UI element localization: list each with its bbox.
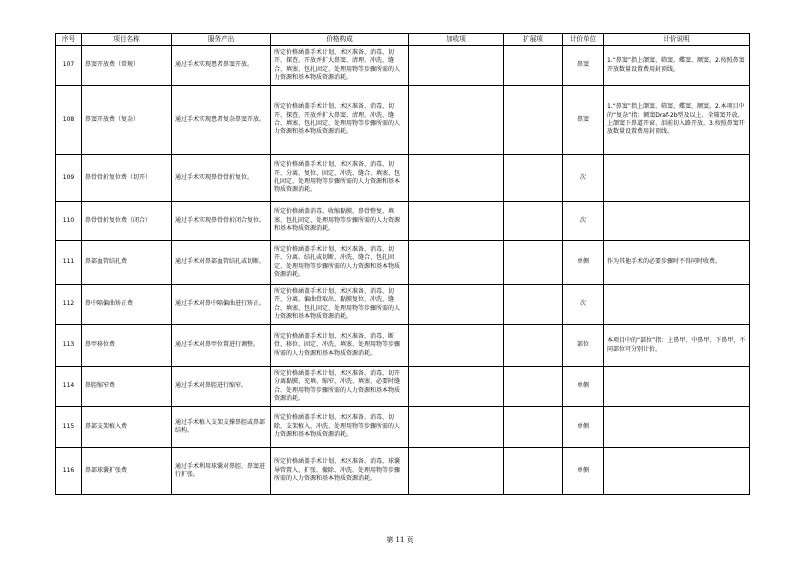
cell-no: 111: [56, 241, 82, 285]
cell-name: 鼻骨骨折复位费（切开）: [82, 155, 172, 202]
header-ext: 扩展项: [504, 34, 563, 46]
cell-ext: [504, 155, 563, 202]
cell-extra: [409, 367, 504, 407]
cell-no: 112: [56, 285, 82, 325]
cell-no: 108: [56, 86, 82, 155]
table-row: [56, 407, 750, 448]
cell-note: [604, 202, 750, 241]
cell-name: 鼻部血管结扎费: [82, 241, 172, 285]
cell-note: 1.“鼻窦”指上颌窦、筛窦、蝶窦、额窦。2.按照鼻窦开放数量设置费用封顶线。: [604, 46, 750, 86]
cell-note: 1.“鼻窦”指上颌窦、筛窦、蝶窦、额窦。2.本项目中的“复杂”指：额窦Draf-2b型及以上、全筛窦开放、上颌窦下鼻道开窗、泪前切入路开放。3.按照鼻窦开放数量设置费用封顶线。: [604, 86, 750, 155]
cell-output: 通过手术植入支架支撑鼻腔或鼻部结构。: [172, 407, 271, 448]
cell-price: 所定价格涵盖手术计划、术区准备、消毒、切开分离黏膜、充填、缩窄、冲洗、填塞、必要时缝合、处理用物等步骤所需的人力资源和基本物质资源消耗。: [271, 367, 409, 407]
cell-unit: 鼻窦: [563, 46, 604, 86]
cell-name: 鼻部支架植入费: [82, 407, 172, 448]
header-note: 计价说明: [604, 34, 750, 46]
cell-note: [604, 367, 750, 407]
header-extra: 加收项: [409, 34, 504, 46]
cell-unit: 次: [563, 285, 604, 325]
header-row: [56, 34, 750, 46]
table-row: [56, 202, 750, 241]
table-row: [56, 155, 750, 202]
table-row: [56, 46, 750, 86]
cell-unit: 单侧: [563, 407, 604, 448]
table-row: [56, 325, 750, 367]
header-no: 序号: [56, 34, 82, 46]
cell-unit: 鼻窦: [563, 86, 604, 155]
page-number: 第 11 页: [386, 536, 414, 544]
header-unit: 计价单位: [563, 34, 604, 46]
cell-price: 所定价格涵盖手术计划、术区准备、消毒、切除、支架植入、冲洗、处理用物等步骤所需的人力资源和基本物质资源消耗。: [271, 407, 409, 448]
cell-extra: [409, 325, 504, 367]
cell-note: [604, 407, 750, 448]
cell-unit: 部位: [563, 325, 604, 367]
cell-ext: [504, 86, 563, 155]
cell-output: 通过手术对鼻部血管结扎或切断。: [172, 241, 271, 285]
cell-no: 113: [56, 325, 82, 367]
cell-note: 作为其他手术的必要步骤时不得同时收费。: [604, 241, 750, 285]
cell-output: 通过手术对鼻中隔偏曲进行矫正。: [172, 285, 271, 325]
pricing-table: [55, 33, 750, 495]
cell-name: 鼻甲移位费: [82, 325, 172, 367]
cell-name: 鼻中隔偏曲矫正费: [82, 285, 172, 325]
cell-ext: [504, 448, 563, 495]
cell-unit: 单侧: [563, 241, 604, 285]
cell-unit: 单侧: [563, 367, 604, 407]
cell-extra: [409, 86, 504, 155]
cell-output: 通过手术实现患者复杂鼻窦开放。: [172, 86, 271, 155]
cell-price: 所定价格涵盖手术计划、术区准备、消毒、球囊导管置入、扩张、撤除、冲洗、处理用物等步骤所需的人力资源和基本物质资源消耗。: [271, 448, 409, 495]
cell-ext: [504, 325, 563, 367]
cell-no: 107: [56, 46, 82, 86]
cell-note: 本项目中的“部位”指：上鼻甲、中鼻甲、下鼻甲，不同部位可分别计价。: [604, 325, 750, 367]
cell-no: 115: [56, 407, 82, 448]
table-row: [56, 86, 750, 155]
cell-extra: [409, 241, 504, 285]
cell-unit: 单侧: [563, 448, 604, 495]
table-row: [56, 241, 750, 285]
cell-note: [604, 285, 750, 325]
cell-name: 鼻腔缩窄费: [82, 367, 172, 407]
cell-price: 所定价格涵盖手术计划、术区准备、消毒、切开、分离、结扎或切断、冲洗、缝合、包扎固定、处理用物等步骤所需的人力资源和基本物质资源消耗。: [271, 241, 409, 285]
cell-unit: 次: [563, 202, 604, 241]
cell-ext: [504, 202, 563, 241]
cell-no: 116: [56, 448, 82, 495]
cell-no: 110: [56, 202, 82, 241]
cell-no: 114: [56, 367, 82, 407]
cell-extra: [409, 46, 504, 86]
cell-no: 109: [56, 155, 82, 202]
cell-price: 所定价格涵盖手术计划、术区准备、消毒、切开、探查、开放并扩大鼻窦、清理、冲洗、缝合、填塞、包扎固定、处理用物等步骤所需的人力资源和基本物质资源消耗。: [271, 46, 409, 86]
cell-name: 鼻窦开放费（复杂）: [82, 86, 172, 155]
cell-price: 所定价格涵盖手术计划、术区准备、消毒、切开、分离、复位、固定、冲洗、缝合、填塞、包扎固定、处理用物等步骤所需的人力资源和基本物质资源消耗。: [271, 155, 409, 202]
cell-name: 鼻骨骨折复位费（闭合）: [82, 202, 172, 241]
cell-extra: [409, 202, 504, 241]
cell-unit: 次: [563, 155, 604, 202]
cell-price: 所定价格涵盖手术计划、术区准备、消毒、切开、分离、偏曲骨取出、黏膜复位、冲洗、缝合、填塞、包扎固定、处理用物等步骤所需的人力资源和基本物质资源消耗。: [271, 285, 409, 325]
cell-extra: [409, 407, 504, 448]
header-name: 项目名称: [82, 34, 172, 46]
cell-output: 通过手术实现鼻骨骨折复位。: [172, 155, 271, 202]
cell-output: 通过手术实现患者鼻窦开放。: [172, 46, 271, 86]
cell-name: 鼻窦开放费（常规）: [82, 46, 172, 86]
cell-output: 通过手术对鼻甲位置进行调整。: [172, 325, 271, 367]
header-price: 价格构成: [271, 34, 409, 46]
table-row: [56, 367, 750, 407]
cell-note: [604, 448, 750, 495]
cell-extra: [409, 285, 504, 325]
table-row: [56, 448, 750, 495]
table-row: [56, 285, 750, 325]
cell-extra: [409, 448, 504, 495]
cell-ext: [504, 407, 563, 448]
header-output: 服务产出: [172, 34, 271, 46]
cell-ext: [504, 241, 563, 285]
cell-name: 鼻部球囊扩张费: [82, 448, 172, 495]
cell-ext: [504, 367, 563, 407]
cell-output: 通过手术对鼻腔进行缩窄。: [172, 367, 271, 407]
cell-price: 所定价格涵盖手术计划、术区准备、消毒、切开、探查、开放并扩大鼻窦、清理、冲洗、缝合、填塞、包扎固定、处理用物等步骤所需的人力资源和基本物质资源消耗。: [271, 86, 409, 155]
cell-extra: [409, 155, 504, 202]
cell-ext: [504, 46, 563, 86]
cell-ext: [504, 285, 563, 325]
cell-price: 所定价格涵盖手术计划、术区准备、消毒、断骨、移位、固定、冲洗、填塞、处理用物等步骤所需的人力资源和基本物质资源消耗。: [271, 325, 409, 367]
cell-output: 通过手术利用球囊对鼻腔、鼻窦进行扩张。: [172, 448, 271, 495]
cell-output: 通过手术实现鼻骨骨折闭合复位。: [172, 202, 271, 241]
cell-price: 所定价格涵盖消毒、收缩黏膜、鼻骨整复、填塞、包扎固定、处理用物等步骤所需的人力资源和基本物质资源消耗。: [271, 202, 409, 241]
cell-note: [604, 155, 750, 202]
